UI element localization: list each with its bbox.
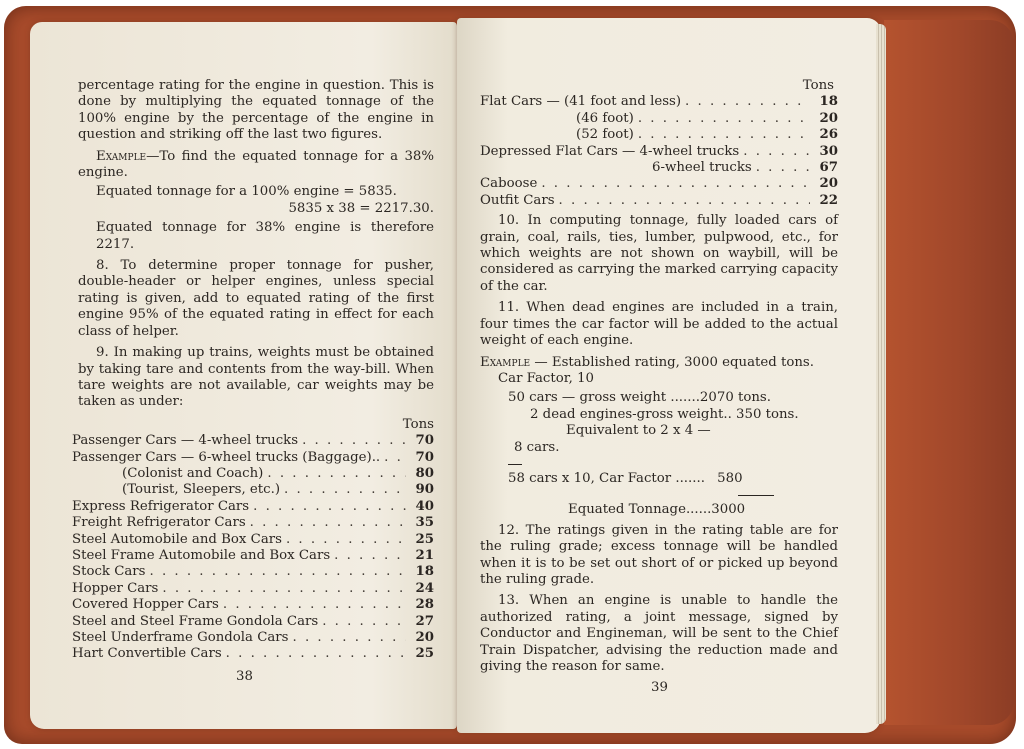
dot-leader	[149, 564, 406, 580]
paragraph-11: 11. When dead engines are included in a train, four times the car factor will be added to the actual weight of each engine.	[480, 300, 838, 349]
table-row	[72, 466, 434, 482]
value-580: 580	[717, 470, 743, 486]
row-value: 20	[819, 176, 838, 192]
row-value: 26	[819, 127, 838, 143]
dot-leader	[253, 499, 406, 515]
row-label: Express Refrigerator Cars	[72, 498, 250, 514]
line-dead-engines: 2 dead engines-gross weight.. 350 tons.	[530, 406, 799, 422]
row-value: 24	[415, 580, 434, 596]
dot-leader	[292, 630, 406, 646]
paragraph-continued: percentage rating for the engine in question. This is done by multiplying the equated tonnage of the 100% engine by the percentage of the engine in question and striking off the last two figures.	[78, 78, 434, 143]
row-value: 27	[415, 613, 434, 629]
table-row	[72, 614, 434, 630]
table-row	[480, 94, 838, 110]
dot-leader	[541, 176, 810, 192]
row-label: Passenger Cars — 6-wheel trucks (Baggage)..	[72, 449, 381, 465]
row-value: 70	[415, 449, 434, 465]
dot-leader	[226, 646, 406, 662]
table-row	[480, 160, 838, 176]
equivalent-line: Equivalent to 2 x 4 —	[566, 423, 711, 439]
example-paragraph	[78, 149, 434, 182]
row-label: (Tourist, Sleepers, etc.)	[122, 482, 281, 498]
row-value: 25	[415, 646, 434, 662]
calc-line-1: Equated tonnage for a 100% engine = 5835.	[96, 184, 397, 200]
tons-header-right: Tons	[802, 78, 834, 93]
row-value: 21	[415, 547, 434, 563]
book-cover-edge	[884, 20, 1014, 725]
table-row	[480, 193, 838, 209]
dot-leader	[334, 548, 406, 564]
row-label: Covered Hopper Cars	[72, 597, 219, 613]
paragraph-8: 8. To determine proper tonnage for pusher, double-header or helper engines, unless special rating is given, add to equated rating of the first engine 95% of the equated rating in effect for each class of helper.	[78, 258, 434, 339]
table-row	[480, 144, 838, 160]
left-page-text	[72, 78, 434, 663]
row-value: 18	[415, 564, 434, 580]
table-row	[480, 127, 838, 143]
table-row	[72, 581, 434, 597]
row-value: 28	[415, 597, 434, 613]
row-label: Steel Frame Automobile and Box Cars	[72, 547, 331, 563]
row-label: Outfit Cars	[480, 192, 555, 208]
table-row	[72, 433, 434, 449]
row-value: 70	[415, 433, 434, 449]
car-weight-table	[72, 433, 434, 663]
row-label: Stock Cars	[72, 564, 146, 580]
table-row	[72, 532, 434, 548]
table-row	[72, 450, 434, 466]
dot-leader	[284, 482, 406, 498]
row-value: 22	[819, 192, 838, 208]
dot-leader	[638, 111, 810, 127]
page-edges	[876, 24, 886, 724]
table-row	[72, 515, 434, 531]
dot-leader	[638, 127, 810, 143]
line-58-text: 58 cars x 10, Car Factor .......	[508, 470, 705, 486]
paragraph-10: 10. In computing tonnage, fully loaded cars of grain, coal, rails, ties, lumber, pulpwood, etc., for which weights are not shown on waybill, will be considered as carrying the marked carrying capacity of the car.	[480, 213, 838, 294]
tons-header: Tons	[402, 416, 434, 432]
row-label: Steel Underframe Gondola Cars	[72, 630, 289, 645]
row-label: Depressed Flat Cars — 4-wheel trucks	[480, 143, 740, 159]
divider-sum	[738, 495, 774, 496]
dot-leader	[162, 581, 406, 597]
dot-leader	[384, 450, 406, 466]
row-value: 40	[415, 498, 434, 514]
dot-leader	[322, 614, 406, 630]
row-value: 30	[819, 143, 838, 159]
row-value: 67	[819, 160, 838, 176]
dot-leader	[559, 193, 810, 209]
example-text: —To find the equated tonnage for a 38% engine.	[78, 148, 434, 181]
line-58-cars	[480, 471, 838, 487]
dot-leader	[250, 515, 406, 531]
row-value: 18	[819, 94, 838, 110]
table-row	[72, 548, 434, 564]
paragraph-9: 9. In making up trains, weights must be obtained by taking tare and contents from the way-bill. When tare weights are not available, car weights may be taken as under:	[78, 345, 434, 410]
table-row	[72, 499, 434, 515]
dot-leader	[302, 433, 406, 449]
table-row	[480, 111, 838, 127]
dot-leader	[743, 144, 810, 160]
table-row	[72, 646, 434, 662]
page-number-right: 39	[651, 680, 668, 695]
table-row	[72, 597, 434, 613]
row-value: 25	[415, 531, 434, 547]
paragraph-12: 12. The ratings given in the rating table are for the ruling grade; excess tonnage will be handled when it is to be set out short of or picked up beyond the ruling grade.	[480, 522, 838, 587]
equated-tonnage: Equated Tonnage......3000	[568, 502, 746, 518]
row-label: Flat Cars — (41 foot and less)	[480, 94, 682, 110]
dot-leader	[685, 94, 810, 110]
example-label: Example	[96, 148, 147, 164]
car-weight-table-right	[480, 94, 838, 209]
example-paragraph-right	[480, 355, 838, 371]
dot-leader	[223, 597, 406, 613]
row-label: (52 foot)	[576, 127, 634, 143]
line-50-cars: 50 cars — gross weight .......2070 tons.	[508, 390, 771, 406]
dot-leader	[267, 466, 406, 482]
table-row	[480, 176, 838, 192]
table-row	[72, 630, 434, 646]
row-value: 90	[415, 482, 434, 498]
row-label: Freight Refrigerator Cars	[72, 515, 246, 531]
car-factor: Car Factor, 10	[498, 370, 594, 386]
right-page-text	[480, 78, 838, 675]
row-label: Passenger Cars — 4-wheel trucks	[72, 433, 299, 449]
row-label: (Colonist and Coach)	[122, 465, 264, 481]
table-row	[72, 482, 434, 498]
calc-line-3: Equated tonnage for 38% engine is therefore 2217.	[96, 220, 434, 252]
row-label: Steel and Steel Frame Gondola Cars	[72, 613, 319, 629]
page-number-left: 38	[236, 669, 253, 684]
example-text-right: — Established rating, 3000 equated tons.	[530, 354, 814, 370]
example-label-right: Example	[480, 354, 531, 370]
row-label: Caboose	[480, 176, 538, 192]
divider-short	[508, 464, 522, 465]
dot-leader	[756, 160, 810, 176]
eight-cars: 8 cars.	[514, 439, 560, 455]
row-label: Hopper Cars	[72, 580, 159, 596]
row-label: 6-wheel trucks	[652, 160, 752, 176]
row-label: (46 foot)	[576, 110, 634, 126]
paragraph-13: 13. When an engine is unable to handle the authorized rating, a joint message, signed by Conductor and Engineman, will be sent to the Chief Train Dispatcher, advising the reduction made and giving the reason for same.	[480, 593, 838, 674]
table-row	[72, 564, 434, 580]
row-label: Hart Convertible Cars	[72, 646, 222, 662]
dot-leader	[286, 532, 406, 548]
calc-line-2: 5835 x 38 = 2217.30.	[288, 200, 434, 216]
row-value: 35	[415, 515, 434, 531]
row-value: 20	[415, 630, 434, 645]
row-value: 80	[415, 465, 434, 481]
row-value: 20	[819, 110, 838, 126]
row-label: Steel Automobile and Box Cars	[72, 531, 282, 547]
